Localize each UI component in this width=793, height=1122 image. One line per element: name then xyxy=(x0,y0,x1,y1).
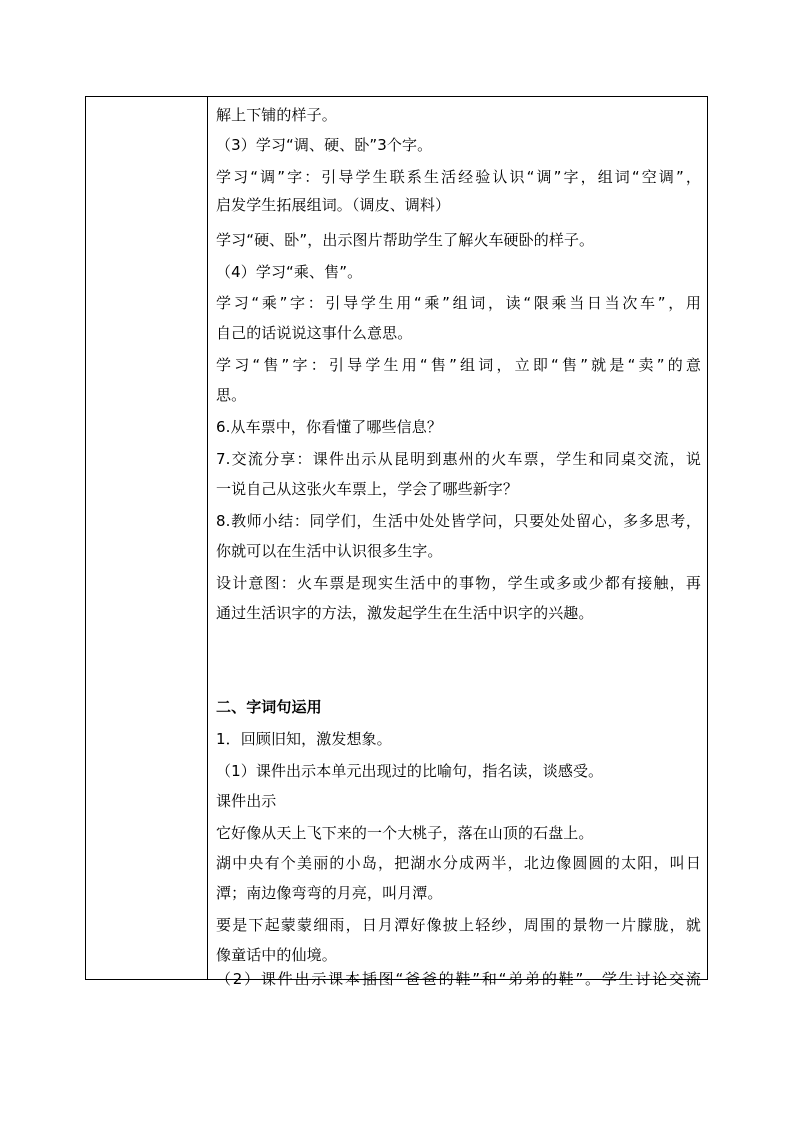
text-line: （3）学习“调、硬、卧”3个字。 xyxy=(216,136,433,154)
text-line: 要是下起蒙蒙细雨，日月潭好像披上轻纱，周围的景物一片朦胧，就 xyxy=(216,916,701,934)
text-line: 8.教师小结：同学们，生活中处处皆学问，只要处处留心，多多思考， xyxy=(216,512,701,530)
text-line: （1）课件出示本单元出现过的比喻句，指名读，谈感受。 xyxy=(216,762,604,780)
text-line: 学习“硬、卧”，出示图片帮助学生了解火车硬卧的样子。 xyxy=(216,231,595,249)
text-line: 学习“调”字：引导学生联系生活经验认识“调”字，组词“空调”， xyxy=(216,168,701,186)
text-line: 潭；南边像弯弯的月亮，叫月潭。 xyxy=(216,884,443,902)
text-line: 湖中央有个美丽的小岛，把湖水分成两半，北边像圆圆的太阳，叫日 xyxy=(216,854,701,872)
text-line: 思。 xyxy=(216,386,247,404)
text-line: 通过生活识字的方法，激发起学生在生活中识字的兴趣。 xyxy=(216,604,594,622)
text-line: 启发学生拓展组词。（调皮、调料） xyxy=(216,196,451,214)
lesson-table xyxy=(85,96,708,988)
text-line: 一说自己从这张火车票上，学会了哪些新字？ xyxy=(216,480,519,498)
text-line: 解上下铺的样子。 xyxy=(216,106,337,124)
text-line: 设计意图：火车票是现实生活中的事物，学生或多或少都有接触，再 xyxy=(216,574,701,592)
text-line: （4）学习“乘、售”。 xyxy=(216,263,363,281)
text-line: 6.从车票中，你看懂了哪些信息？ xyxy=(216,418,442,436)
text-line: 像童话中的仙境。 xyxy=(216,946,337,964)
text-line: （2）课件出示课本插图“爸爸的鞋”和“弟弟的鞋”。学生讨论交流 xyxy=(216,970,701,988)
text-line: 1．回顾旧知，激发想象。 xyxy=(216,730,392,748)
section-heading: 二、字词句运用 xyxy=(216,698,322,716)
text-line: 学习“售”字：引导学生用“售”组词，立即“售”就是“卖”的意 xyxy=(216,356,701,374)
text-line: 课件出示 xyxy=(216,792,277,810)
text-line: 7.交流分享：课件出示从昆明到惠州的火车票，学生和同桌交流，说 xyxy=(216,450,701,468)
text-line: 学习“乘”字：引导学生用“乘”组词，读“限乘当日当次车”，用 xyxy=(216,294,701,312)
table-left-cell xyxy=(86,97,207,979)
text-line: 自己的话说说这事什么意思。 xyxy=(216,324,413,342)
text-line: 它好像从天上飞下来的一个大桃子，落在山顶的石盘上。 xyxy=(216,824,594,842)
table-right-cell xyxy=(208,97,707,988)
text-line: 你就可以在生活中认识很多生字。 xyxy=(216,542,443,560)
